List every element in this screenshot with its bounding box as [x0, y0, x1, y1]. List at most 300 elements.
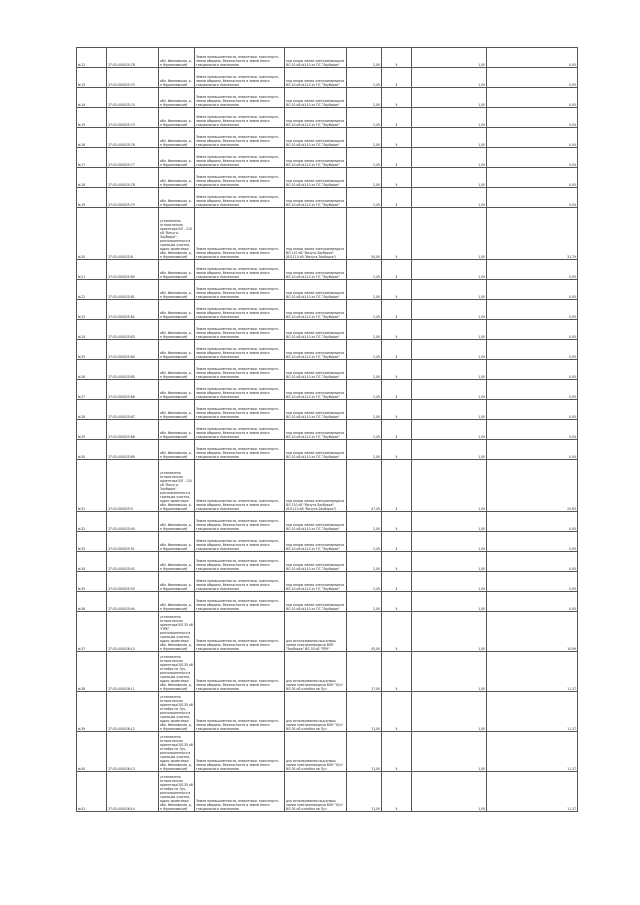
row-number-cell: №41: [77, 772, 107, 812]
address-cell: обл. Ивановская, р-н Фурмановский: [159, 260, 195, 280]
land-category-cell: Земли промышленности, энергетики, транспорта, земли обороны, безопасности и земли иного специального назначения: [195, 552, 285, 572]
cadastral-number-cell: 37:02:000025:80: [107, 260, 159, 280]
coefficient-cell: 1,00: [412, 68, 487, 88]
row-number-cell: №23: [77, 300, 107, 320]
permitted-use-cell: под опоры линии электропередачи ВЛ-10 кВ №110 от ПС "Зауборье": [285, 532, 347, 552]
address-cell: обл. Ивановская, р-н Фурмановский: [159, 380, 195, 400]
address-cell: обл. Ивановская, р-н Фурмановский: [159, 552, 195, 572]
permitted-use-cell: под опоры линии электропередачи ВЛ-10 кВ №110 от ПС "Зауборье": [285, 340, 347, 360]
area-cell: 2,00: [347, 420, 382, 440]
address-cell: установлено относительно ориентира ВЛ-35 кВ отпайка на Луч, расположенного в границах участка, адрес ориентира: обл. Ивановская, р-н Фурмановский: [159, 732, 195, 772]
row-number-cell: №35: [77, 572, 107, 592]
coefficient-cell: 1,00: [412, 440, 487, 460]
row-number-cell: №34: [77, 552, 107, 572]
coefficient-cell: 1,00: [412, 692, 487, 732]
table-row: [77, 692, 578, 732]
permitted-use-cell: под опоры линии электропередачи ВЛ-10 кВ №110 от ПС "Зауборье": [285, 440, 347, 460]
cadastral-number-cell: 37:02:000026:11: [107, 652, 159, 692]
cadastral-number-cell: 37:02:000025:90: [107, 512, 159, 532]
permitted-use-cell: под опоры линии электропередачи ВЛ-10 кВ №110 от ПС "Зауборье": [285, 188, 347, 208]
value-cell: 0,05: [487, 260, 578, 280]
share-cell: 4: [382, 188, 412, 208]
value-cell: 0,04: [487, 148, 578, 168]
share-cell: 4: [382, 48, 412, 68]
permitted-use-cell: под опоры линии электропередачи ВЛ-10 кВ №110 от ПС "Зауборье": [285, 420, 347, 440]
cadastral-number-cell: 37:02:000025:85: [107, 360, 159, 380]
land-category-cell: Земли промышленности, энергетики, транспорта, земли обороны, безопасности и земли иного специального назначения: [195, 300, 285, 320]
value-cell: 0,05: [487, 48, 578, 68]
area-cell: 2,00: [347, 108, 382, 128]
area-cell: 2,00: [347, 380, 382, 400]
land-plots-table: [76, 47, 578, 812]
share-cell: 4: [382, 88, 412, 108]
cadastral-number-cell: 37:02:000025:77: [107, 148, 159, 168]
row-number-cell: №12: [77, 48, 107, 68]
share-cell: 4: [382, 260, 412, 280]
coefficient-cell: 1,00: [412, 320, 487, 340]
share-cell: 4: [382, 148, 412, 168]
cadastral-number-cell: 37:02:000025:8: [107, 208, 159, 260]
land-category-cell: Земли промышленности, энергетики, транспорта, земли обороны, безопасности и земли иного специального назначения: [195, 612, 285, 652]
coefficient-cell: 1,00: [412, 552, 487, 572]
address-cell: установлено относительно ориентира ВЛ-35 кВ отпайка на Луч, расположенного в границах участка, адрес ориентира: обл. Ивановская, р-н Фурмановский: [159, 652, 195, 692]
share-cell: 4: [382, 68, 412, 88]
address-cell: обл. Ивановская, р-н Фурмановский: [159, 400, 195, 420]
permitted-use-cell: под опоры линии электропередачи ВЛ-10 кВ №110 от ПС "Зауборье": [285, 128, 347, 148]
value-cell: 0,05: [487, 360, 578, 380]
permitted-use-cell: для использования под опоры линии электропередачи ВОК "Луч" ВЛ-35 кВ отпайка на Луч: [285, 732, 347, 772]
land-category-cell: Земли промышленности, энергетики, транспорта, земли обороны, безопасности и земли иного специального назначения: [195, 108, 285, 128]
value-cell: 0,05: [487, 400, 578, 420]
share-cell: 4: [382, 572, 412, 592]
table-row: [77, 572, 578, 592]
row-number-cell: №21: [77, 260, 107, 280]
share-cell: 4: [382, 208, 412, 260]
share-cell: 4: [382, 128, 412, 148]
coefficient-cell: 1,00: [412, 128, 487, 148]
area-cell: 54,00: [347, 208, 382, 260]
permitted-use-cell: под опоры линии электропередачи ВЛ-10 кВ №110 от ПС "Зауборье": [285, 260, 347, 280]
land-category-cell: Земли промышленности, энергетики, транспорта, земли обороны, безопасности и земли иного специального назначения: [195, 732, 285, 772]
row-number-cell: №30: [77, 440, 107, 460]
value-cell: 11,37: [487, 772, 578, 812]
permitted-use-cell: под опоры линии электропередачи ВЛ-10 кВ №110 от ПС "Зауборье": [285, 380, 347, 400]
coefficient-cell: 1,00: [412, 260, 487, 280]
table-row: [77, 652, 578, 692]
table-row: [77, 280, 578, 300]
cadastral-number-cell: 37:02:000025:75: [107, 68, 159, 88]
area-cell: 11,00: [347, 692, 382, 732]
address-cell: установлено относительно ориентира ВЛ-35 кВ "ПРК", расположенного в границах участка, адрес ориентира: обл. Ивановская, р-н Фурмановский: [159, 612, 195, 652]
row-number-cell: №16: [77, 128, 107, 148]
cadastral-number-cell: 37:02:000025:78: [107, 48, 159, 68]
land-category-cell: Земли промышленности, энергетики, транспорта, земли обороны, безопасности и земли иного специального назначения: [195, 88, 285, 108]
share-cell: 4: [382, 612, 412, 652]
cadastral-number-cell: 37:02:000025:89: [107, 440, 159, 460]
cadastral-number-cell: 37:02:000025:73: [107, 108, 159, 128]
share-cell: 4: [382, 460, 412, 512]
permitted-use-cell: под опоры линии электропередачи ВЛ-10 кВ №110 от ПС "Зауборье": [285, 280, 347, 300]
area-cell: 17,00: [347, 652, 382, 692]
value-cell: 0,04: [487, 440, 578, 460]
cadastral-number-cell: 37:02:000025:74: [107, 88, 159, 108]
table-row: [77, 340, 578, 360]
table-row: [77, 360, 578, 380]
value-cell: 0,04: [487, 128, 578, 148]
coefficient-cell: 1,00: [412, 148, 487, 168]
coefficient-cell: 1,00: [412, 400, 487, 420]
coefficient-cell: 1,00: [412, 592, 487, 612]
permitted-use-cell: под опоры линии электропередачи ВЛ-110 кВ "Вичуга-Зауборье" (ВЛ-110 кВ "Вичуга-Зауборье"): [285, 208, 347, 260]
share-cell: 4: [382, 168, 412, 188]
row-number-cell: №18: [77, 168, 107, 188]
permitted-use-cell: под опоры линии электропередачи ВЛ-10 кВ №110 от ПС "Зауборье": [285, 572, 347, 592]
row-number-cell: №17: [77, 148, 107, 168]
cadastral-number-cell: 37:02:000025:76: [107, 128, 159, 148]
permitted-use-cell: под опоры линии электропередачи ВЛ-110 кВ "Вичуга-Зауборье" (ВЛ-110 кВ "Вичуга-Зауборье"): [285, 460, 347, 512]
address-cell: обл. Ивановская, р-н Фурмановский: [159, 48, 195, 68]
permitted-use-cell: под опоры линии электропередачи ВЛ-10 кВ №110 от ПС "Зауборье": [285, 360, 347, 380]
area-cell: 2,00: [347, 552, 382, 572]
area-cell: 2,00: [347, 128, 382, 148]
value-cell: 0,05: [487, 552, 578, 572]
permitted-use-cell: под опоры линии электропередачи ВЛ-10 кВ №110 от ПС "Зауборье": [285, 108, 347, 128]
coefficient-cell: 1,00: [412, 532, 487, 552]
cadastral-number-cell: 37:02:000025:79: [107, 188, 159, 208]
share-cell: 4: [382, 360, 412, 380]
cadastral-number-cell: 37:02:000026:13: [107, 732, 159, 772]
value-cell: 0,05: [487, 380, 578, 400]
permitted-use-cell: под опоры линии электропередачи ВЛ-10 кВ №110 от ПС "Зауборье": [285, 552, 347, 572]
land-category-cell: Земли промышленности, энергетики, транспорта, земли обороны, безопасности и земли иного специального назначения: [195, 460, 285, 512]
area-cell: 2,00: [347, 168, 382, 188]
share-cell: 4: [382, 400, 412, 420]
share-cell: 4: [382, 380, 412, 400]
permitted-use-cell: для использования под опоры линии электропередачи ВОК "Луч" ВЛ-35 кВ отпайка на Луч: [285, 692, 347, 732]
cadastral-number-cell: 37:02:000026:14: [107, 772, 159, 812]
area-cell: 2,00: [347, 440, 382, 460]
land-category-cell: Земли промышленности, энергетики, транспорта, земли обороны, безопасности и земли иного специального назначения: [195, 420, 285, 440]
coefficient-cell: 1,00: [412, 48, 487, 68]
area-cell: 2,00: [347, 572, 382, 592]
permitted-use-cell: под опоры линии электропередачи ВЛ-10 кВ №110 от ПС "Зауборье": [285, 300, 347, 320]
land-category-cell: Земли промышленности, энергетики, транспорта, земли обороны, безопасности и земли иного специального назначения: [195, 692, 285, 732]
area-cell: 11,00: [347, 732, 382, 772]
row-number-cell: №13: [77, 68, 107, 88]
address-cell: обл. Ивановская, р-н Фурмановский: [159, 128, 195, 148]
area-cell: 2,00: [347, 320, 382, 340]
share-cell: 4: [382, 340, 412, 360]
area-cell: 11,00: [347, 772, 382, 812]
address-cell: обл. Ивановская, р-н Фурмановский: [159, 592, 195, 612]
coefficient-cell: 1,00: [412, 340, 487, 360]
coefficient-cell: 1,00: [412, 108, 487, 128]
coefficient-cell: 1,00: [412, 88, 487, 108]
table-row: [77, 320, 578, 340]
land-category-cell: Земли промышленности, энергетики, транспорта, земли обороны, безопасности и земли иного специального назначения: [195, 148, 285, 168]
cadastral-number-cell: 37:02:000025:84: [107, 340, 159, 360]
area-cell: 2,00: [347, 260, 382, 280]
table-row: [77, 108, 578, 128]
land-category-cell: Земли промышленности, энергетики, транспорта, земли обороны, безопасности и земли иного специального назначения: [195, 188, 285, 208]
row-number-cell: №39: [77, 692, 107, 732]
row-number-cell: №40: [77, 732, 107, 772]
land-category-cell: Земли промышленности, энергетики, транспорта, земли обороны, безопасности и земли иного специального назначения: [195, 400, 285, 420]
table-row: [77, 260, 578, 280]
permitted-use-cell: для использования под опоры линии электропередачи ВОК "Зауборье" ВЛ-35 кВ "ПРК": [285, 612, 347, 652]
row-number-cell: №19: [77, 188, 107, 208]
row-number-cell: №22: [77, 280, 107, 300]
coefficient-cell: 1,00: [412, 168, 487, 188]
land-category-cell: Земли промышленности, энергетики, транспорта, земли обороны, безопасности и земли иного специального назначения: [195, 280, 285, 300]
coefficient-cell: 1,00: [412, 188, 487, 208]
table-row: [77, 420, 578, 440]
coefficient-cell: 1,00: [412, 772, 487, 812]
address-cell: установлено относительно ориентира ВЛ-35 кВ отпайка на Луч, расположенного в границах участка, адрес ориентира: обл. Ивановская, р-н Фурмановский: [159, 692, 195, 732]
row-number-cell: №24: [77, 320, 107, 340]
cadastral-number-cell: 37:02:000025:87: [107, 400, 159, 420]
cadastral-number-cell: 37:02:000025:91: [107, 532, 159, 552]
land-category-cell: Земли промышленности, энергетики, транспорта, земли обороны, безопасности и земли иного специального назначения: [195, 440, 285, 460]
value-cell: 0,05: [487, 300, 578, 320]
table-row: [77, 592, 578, 612]
table-row: [77, 440, 578, 460]
table-row: [77, 168, 578, 188]
coefficient-cell: 1,00: [412, 460, 487, 512]
value-cell: 0,05: [487, 168, 578, 188]
row-number-cell: №26: [77, 360, 107, 380]
cadastral-number-cell: 37:02:000025:88: [107, 420, 159, 440]
value-cell: 0,05: [487, 512, 578, 532]
address-cell: обл. Ивановская, р-н Фурмановский: [159, 440, 195, 460]
area-cell: 2,00: [347, 592, 382, 612]
table-row: [77, 300, 578, 320]
permitted-use-cell: под опоры линии электропередачи ВЛ-10 кВ №110 от ПС "Зауборье": [285, 320, 347, 340]
value-cell: 0,05: [487, 320, 578, 340]
land-category-cell: Земли промышленности, энергетики, транспорта, земли обороны, безопасности и земли иного специального назначения: [195, 48, 285, 68]
area-cell: 2,00: [347, 280, 382, 300]
cadastral-number-cell: 37:02:000026:10: [107, 612, 159, 652]
land-category-cell: Земли промышленности, энергетики, транспорта, земли обороны, безопасности и земли иного специального назначения: [195, 772, 285, 812]
land-category-cell: Земли промышленности, энергетики, транспорта, земли обороны, безопасности и земли иного специального назначения: [195, 512, 285, 532]
area-cell: 2,00: [347, 532, 382, 552]
share-cell: 4: [382, 592, 412, 612]
land-category-cell: Земли промышленности, энергетики, транспорта, земли обороны, безопасности и земли иного специального назначения: [195, 320, 285, 340]
permitted-use-cell: под опоры линии электропередачи ВЛ-10 кВ №110 от ПС "Зауборье": [285, 400, 347, 420]
permitted-use-cell: под опоры линии электропередачи ВЛ-10 кВ №110 от ПС "Зауборье": [285, 592, 347, 612]
table-row: [77, 532, 578, 552]
land-category-cell: Земли промышленности, энергетики, транспорта, земли обороны, безопасности и земли иного специального назначения: [195, 208, 285, 260]
value-cell: 11,37: [487, 692, 578, 732]
row-number-cell: №31: [77, 460, 107, 512]
row-number-cell: №32: [77, 512, 107, 532]
land-category-cell: Земли промышленности, энергетики, транспорта, земли обороны, безопасности и земли иного специального назначения: [195, 652, 285, 692]
value-cell: 11,37: [487, 652, 578, 692]
address-cell: обл. Ивановская, р-н Фурмановский: [159, 108, 195, 128]
value-cell: 0,04: [487, 188, 578, 208]
area-cell: 2,00: [347, 512, 382, 532]
row-number-cell: №20: [77, 208, 107, 260]
row-number-cell: №38: [77, 652, 107, 692]
share-cell: 4: [382, 552, 412, 572]
value-cell: 0,05: [487, 88, 578, 108]
land-category-cell: Земли промышленности, энергетики, транспорта, земли обороны, безопасности и земли иного специального назначения: [195, 380, 285, 400]
coefficient-cell: 1,00: [412, 380, 487, 400]
address-cell: обл. Ивановская, р-н Фурмановский: [159, 280, 195, 300]
row-number-cell: №28: [77, 400, 107, 420]
land-category-cell: Земли промышленности, энергетики, транспорта, земли обороны, безопасности и земли иного специального назначения: [195, 572, 285, 592]
area-cell: 2,00: [347, 48, 382, 68]
value-cell: 10,99: [487, 612, 578, 652]
area-cell: 2,00: [347, 300, 382, 320]
coefficient-cell: 1,00: [412, 208, 487, 260]
coefficient-cell: 1,00: [412, 572, 487, 592]
area-cell: 2,00: [347, 88, 382, 108]
share-cell: 4: [382, 532, 412, 552]
share-cell: 4: [382, 512, 412, 532]
value-cell: 0,05: [487, 68, 578, 88]
share-cell: 4: [382, 772, 412, 812]
coefficient-cell: 1,00: [412, 652, 487, 692]
table-row: [77, 612, 578, 652]
row-number-cell: №37: [77, 612, 107, 652]
area-cell: 47,00: [347, 460, 382, 512]
share-cell: 4: [382, 320, 412, 340]
coefficient-cell: 1,00: [412, 280, 487, 300]
value-cell: 0,05: [487, 572, 578, 592]
cadastral-number-cell: 37:02:000025:9: [107, 460, 159, 512]
area-cell: 2,00: [347, 188, 382, 208]
address-cell: обл. Ивановская, р-н Фурмановский: [159, 68, 195, 88]
permitted-use-cell: под опоры линии электропередачи ВЛ-10 кВ №110 от ПС "Зауборье": [285, 512, 347, 532]
share-cell: 4: [382, 652, 412, 692]
address-cell: установлено относительно ориентира ВЛ-35 кВ отпайка на Луч, расположенного в границах участка, адрес ориентира: обл. Ивановская, р-н Фурмановский: [159, 772, 195, 812]
coefficient-cell: 1,00: [412, 732, 487, 772]
address-cell: обл. Ивановская, р-н Фурмановский: [159, 88, 195, 108]
row-number-cell: №15: [77, 108, 107, 128]
land-category-cell: Земли промышленности, энергетики, транспорта, земли обороны, безопасности и земли иного специального назначения: [195, 128, 285, 148]
cadastral-number-cell: 37:02:000025:81: [107, 280, 159, 300]
row-number-cell: №14: [77, 88, 107, 108]
table-row: [77, 512, 578, 532]
coefficient-cell: 1,00: [412, 420, 487, 440]
address-cell: обл. Ивановская, р-н Фурмановский: [159, 340, 195, 360]
address-cell: обл. Ивановская, р-н Фурмановский: [159, 512, 195, 532]
area-cell: 2,00: [347, 400, 382, 420]
table-row: [77, 68, 578, 88]
permitted-use-cell: под опоры линии электропередачи ВЛ-10 кВ №110 от ПС "Зауборье": [285, 148, 347, 168]
land-category-cell: Земли промышленности, энергетики, транспорта, земли обороны, безопасности и земли иного специального назначения: [195, 260, 285, 280]
table-row: [77, 772, 578, 812]
address-cell: установлено относительно ориентира ВЛ - 110 кВ "Вичуга-Зауборье", расположенного в границах участка, адрес ориентира: обл. Ивановская, р-н Фурмановский: [159, 460, 195, 512]
area-cell: 2,00: [347, 148, 382, 168]
address-cell: обл. Ивановская, р-н Фурмановский: [159, 300, 195, 320]
permitted-use-cell: под опоры линии электропередачи ВЛ-10 кВ №110 от ПС "Зауборье": [285, 168, 347, 188]
cadastral-number-cell: 37:02:000025:86: [107, 380, 159, 400]
area-cell: 2,00: [347, 340, 382, 360]
cadastral-number-cell: 37:02:000025:93: [107, 572, 159, 592]
permitted-use-cell: для использования под опоры линии электропередачи ВОК "Луч" ВЛ-35 кВ отпайка на Луч: [285, 772, 347, 812]
area-cell: 2,00: [347, 360, 382, 380]
share-cell: 4: [382, 280, 412, 300]
address-cell: обл. Ивановская, р-н Фурмановский: [159, 188, 195, 208]
cadastral-number-cell: 37:02:000025:83: [107, 320, 159, 340]
permitted-use-cell: под опоры линии электропередачи ВЛ-10 кВ №110 от ПС "Зауборье": [285, 88, 347, 108]
coefficient-cell: 1,00: [412, 512, 487, 532]
row-number-cell: №27: [77, 380, 107, 400]
row-number-cell: №25: [77, 340, 107, 360]
permitted-use-cell: для использования под опоры линии электропередачи ВОК "Луч" ВЛ-35 кВ отпайка на Луч: [285, 652, 347, 692]
address-cell: обл. Ивановская, р-н Фурмановский: [159, 420, 195, 440]
address-cell: обл. Ивановская, р-н Фурмановский: [159, 168, 195, 188]
area-cell: 2,00: [347, 68, 382, 88]
cadastral-number-cell: 37:02:000026:12: [107, 692, 159, 732]
table-row: [77, 460, 578, 512]
land-category-cell: Земли промышленности, энергетики, транспорта, земли обороны, безопасности и земли иного специального назначения: [195, 68, 285, 88]
value-cell: 0,05: [487, 592, 578, 612]
address-cell: обл. Ивановская, р-н Фурмановский: [159, 572, 195, 592]
cadastral-number-cell: 37:02:000025:78: [107, 168, 159, 188]
table-row: [77, 188, 578, 208]
land-category-cell: Земли промышленности, энергетики, транспорта, земли обороны, безопасности и земли иного специального назначения: [195, 532, 285, 552]
table-row: [77, 208, 578, 260]
address-cell: обл. Ивановская, р-н Фурмановский: [159, 320, 195, 340]
address-cell: обл. Ивановская, р-н Фурмановский: [159, 532, 195, 552]
row-number-cell: №29: [77, 420, 107, 440]
share-cell: 4: [382, 732, 412, 772]
address-cell: установлено относительно ориентира ВЛ - 110 кВ "Вичуга-Зауборье", расположенного в границах участка, адрес ориентира: обл. Ивановская, р-н Фурмановский: [159, 208, 195, 260]
share-cell: 4: [382, 108, 412, 128]
cadastral-number-cell: 37:02:000025:94: [107, 592, 159, 612]
cadastral-number-cell: 37:02:000025:82: [107, 300, 159, 320]
table-body: [77, 48, 578, 812]
permitted-use-cell: под опоры линии электропередачи ВЛ-10 кВ №110 от ПС "Зауборье": [285, 48, 347, 68]
value-cell: 0,04: [487, 420, 578, 440]
share-cell: 4: [382, 440, 412, 460]
land-category-cell: Земли промышленности, энергетики, транспорта, земли обороны, безопасности и земли иного специального назначения: [195, 168, 285, 188]
table-row: [77, 380, 578, 400]
share-cell: 4: [382, 420, 412, 440]
row-number-cell: №33: [77, 532, 107, 552]
permitted-use-cell: под опоры линии электропередачи ВЛ-10 кВ №110 от ПС "Зауборье": [285, 68, 347, 88]
land-category-cell: Земли промышленности, энергетики, транспорта, земли обороны, безопасности и земли иного специального назначения: [195, 592, 285, 612]
table-row: [77, 148, 578, 168]
value-cell: 0,05: [487, 280, 578, 300]
coefficient-cell: 1,00: [412, 612, 487, 652]
share-cell: 4: [382, 692, 412, 732]
cadastral-number-cell: 37:02:000025:92: [107, 552, 159, 572]
address-cell: обл. Ивановская, р-н Фурмановский: [159, 360, 195, 380]
table-row: [77, 88, 578, 108]
table-row: [77, 48, 578, 68]
value-cell: 0,04: [487, 108, 578, 128]
value-cell: 11,37: [487, 732, 578, 772]
table-row: [77, 128, 578, 148]
area-cell: 45,00: [347, 612, 382, 652]
value-cell: 0,05: [487, 340, 578, 360]
share-cell: 4: [382, 300, 412, 320]
value-cell: 25,83: [487, 460, 578, 512]
table-row: [77, 732, 578, 772]
table-row: [77, 552, 578, 572]
value-cell: 31,79: [487, 208, 578, 260]
address-cell: обл. Ивановская, р-н Фурмановский: [159, 148, 195, 168]
coefficient-cell: 1,00: [412, 300, 487, 320]
row-number-cell: №36: [77, 592, 107, 612]
value-cell: 0,05: [487, 532, 578, 552]
land-category-cell: Земли промышленности, энергетики, транспорта, земли обороны, безопасности и земли иного специального назначения: [195, 340, 285, 360]
coefficient-cell: 1,00: [412, 360, 487, 380]
